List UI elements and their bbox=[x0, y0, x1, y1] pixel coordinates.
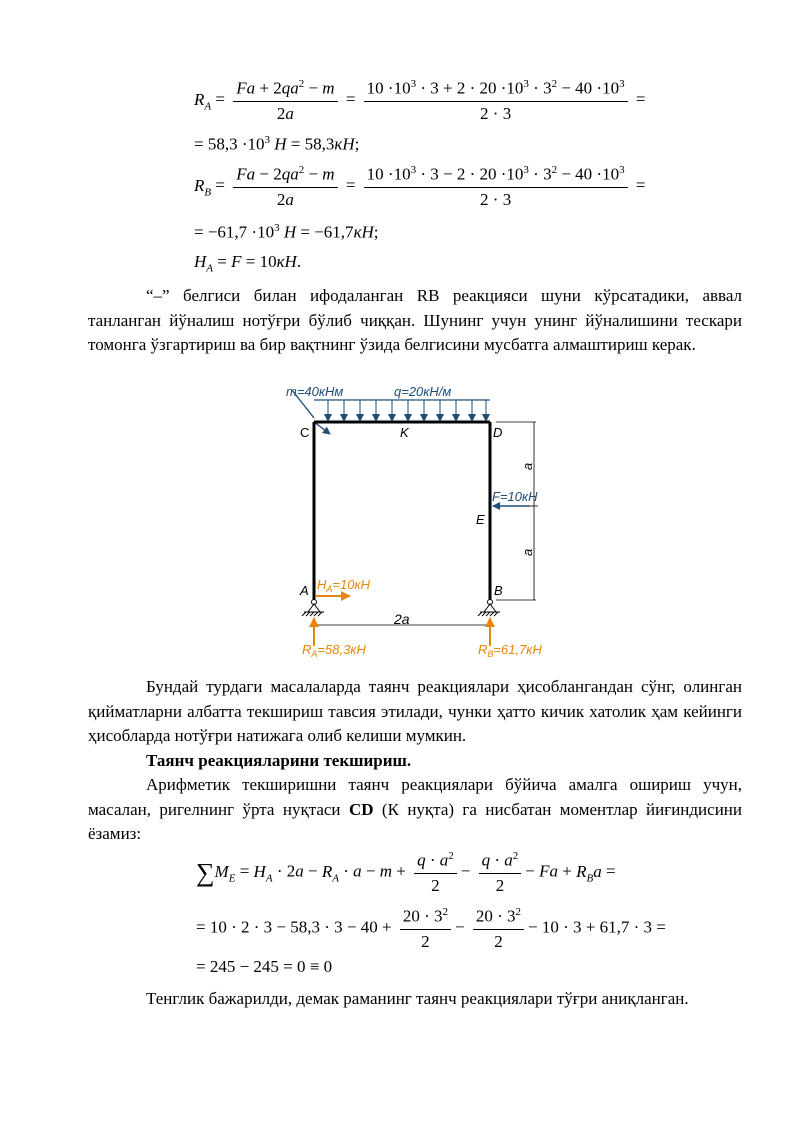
formula-sum-values: = 10 · 2 · 3 − 58,3 · 3 − 40 + $\frac{20 \cdot 3^2}{2}$ − $\frac{20 \cdot 3^2}{2}$ − 10 · 3 + 61,7 · 3 = bbox=[196, 906, 666, 951]
formula-rb: $R_B$ = $\frac{Fa - 2qa^2 - m}{2a}$ = $\frac{10 \cdot 10^3 \cdot 3 - 2 \cdot 20 \cdot 10^3 \cdot 3^2 - 40 \cdot 10^3}{2 \cdot 3}$ = bbox=[194, 164, 646, 209]
node-d-label: D bbox=[493, 425, 503, 440]
support-b bbox=[478, 600, 500, 617]
moment-label: m=40кНм bbox=[286, 384, 344, 399]
formula-rb-result: = $-61,7 \cdot 10^3$ H = −61,7кН; bbox=[194, 222, 379, 242]
dim-a-top: a bbox=[520, 462, 535, 470]
reaction-ha-label: $H_A=10кН$ bbox=[317, 577, 370, 594]
node-c-label: C bbox=[300, 425, 310, 440]
distributed-load bbox=[314, 400, 490, 421]
support-a bbox=[302, 600, 324, 617]
distributed-load-label: q=20кН/м bbox=[394, 384, 452, 399]
node-a-label: A bbox=[300, 583, 309, 598]
formula-ha: $H_A = F = 10кН$. bbox=[194, 252, 302, 275]
formula-sum-result: = 245 − 245 = 0 ≡ 0 bbox=[196, 957, 333, 976]
section-heading: Таянч реакцияларини текшириш. bbox=[146, 751, 412, 770]
dim-2a: 2a bbox=[394, 611, 410, 627]
force-f-label: F=10кН bbox=[492, 489, 538, 504]
node-e-label: E bbox=[476, 512, 485, 527]
paragraph-check-advice: Бундай турдаги масалаларда таянч реакциялари ҳисоблангандан сўнг, олинган қийматларни албатта текшириш тавсия этилади, чунки ҳатто кичик хатолик ҳам кейинги ҳисобларда нотўғри натижага олиб келиши мумкин. bbox=[88, 677, 742, 746]
formula-ra-result: = $58,3 \cdot 10^3$ H = 58,3кН; bbox=[194, 134, 360, 154]
paragraph-sign-note: “–” белгиси билан ифодаланган RB реакцияси шуни кўрсатадики, аввал танланган йўналиш нотўғри бўлиб чиққан. Шунинг учун унинг йўналишини тескари томонга ўзгартириш ва бир вақтнинг ўзида белгисини мусбатга алмаштириш керак. bbox=[88, 286, 742, 355]
vertical-dimension bbox=[496, 422, 538, 600]
node-b-label: B bbox=[494, 583, 503, 598]
formula-sum-me: $\sum M_E = H_A \cdot 2a - R_A \cdot a - m$ + $\frac{q \cdot a^2}{2}$ − $\frac{q \cdot a^2}{2}$ − $Fa + R_Ba$ = bbox=[196, 850, 616, 895]
reaction-rb-label: $R_B=61,7кН$ bbox=[478, 642, 542, 659]
frame bbox=[314, 422, 490, 600]
frame-diagram bbox=[280, 378, 570, 663]
paragraph-moment-sum: Арифметик текширишни таянч реакциялари бўйича амалга ошириш учун, масалан, ригелнинг ўрта нуқтаси CD (К нуқта) га нисбатан моментлар йиғиндисини ёзамиз: bbox=[88, 775, 742, 844]
dim-a-bottom: a bbox=[520, 548, 535, 556]
node-k-label: K bbox=[400, 425, 409, 440]
formula-ra: $R_A$ = $\frac{Fa + 2qa^2 - m}{2a}$ = $\frac{10 \cdot 10^3 \cdot 3 + 2 \cdot 20 \cdot 10^3 \cdot 3^2 - 40 \cdot 10^3}{2 \cdot 3}$ = bbox=[194, 78, 646, 123]
paragraph-conclusion: Тенглик бажарилди, демак раманинг таянч реакциялари тўғри аниқланган. bbox=[146, 989, 689, 1008]
reaction-ra-label: $R_A=58,3кН$ bbox=[302, 642, 366, 659]
